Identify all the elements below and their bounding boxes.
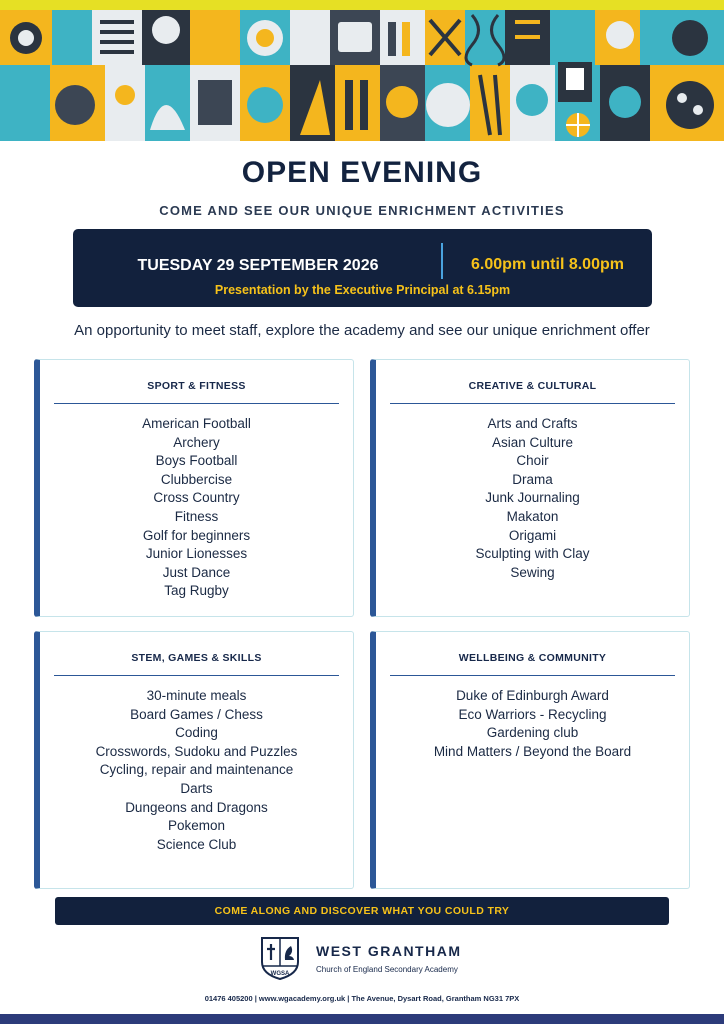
activity-list xyxy=(40,687,353,854)
svg-text:WGSA: WGSA xyxy=(270,971,290,977)
school-name: WEST GRANTHAM xyxy=(316,943,462,959)
top-accent-bar xyxy=(0,0,724,10)
activity-item: Cycling, repair and maintenance xyxy=(99,762,294,778)
category-card-wellbeing-community xyxy=(370,631,690,889)
bottom-accent-bar xyxy=(0,1014,724,1024)
activity-item: Sewing xyxy=(510,564,555,580)
presentation-note: Presentation by the Executive Principal at 6.15pm xyxy=(214,283,511,297)
event-time: 6.00pm until 8.00pm xyxy=(471,256,624,273)
activity-item: Boys Football xyxy=(155,453,238,469)
activity-item: Cross Country xyxy=(153,490,240,506)
activity-item: Duke of Edinburgh Award xyxy=(456,688,609,703)
activity-item: Eco Warriors - Recycling xyxy=(458,706,607,722)
activity-item: Choir xyxy=(516,453,549,469)
call-to-action-banner: COME ALONG AND DISCOVER WHAT YOU COULD TRY xyxy=(55,897,669,925)
category-card-stem-games-skills xyxy=(34,631,354,889)
category-title: WELLBEING & COMMUNITY xyxy=(458,652,607,664)
category-card-sport-fitness xyxy=(34,359,354,617)
activity-item: Clubbercise xyxy=(160,471,233,487)
activity-item: Junior Lionesses xyxy=(145,546,248,562)
school-crest-logo xyxy=(258,936,302,980)
activity-item: Science Club xyxy=(156,836,237,852)
page-title: OPEN EVENING xyxy=(241,156,483,189)
activity-list xyxy=(376,687,689,761)
category-card-creative-cultural xyxy=(370,359,690,617)
activity-item: Darts xyxy=(180,780,213,796)
activity-item: Fitness xyxy=(174,508,219,524)
activity-item: American Football xyxy=(142,416,251,431)
activity-item: Asian Culture xyxy=(491,434,574,450)
event-details-box xyxy=(73,229,652,307)
activity-item: Archery xyxy=(173,434,220,450)
category-divider xyxy=(54,403,339,404)
category-divider xyxy=(390,403,675,404)
activity-item: Gardening club xyxy=(486,725,579,741)
activity-item: Sculpting with Clay xyxy=(475,546,590,562)
activity-item: Tag Rugby xyxy=(164,583,229,599)
activity-item: Pokemon xyxy=(167,818,226,834)
activity-list xyxy=(376,415,689,582)
activity-item: Board Games / Chess xyxy=(130,706,263,722)
activity-item: Arts and Crafts xyxy=(487,416,578,431)
activity-item: Crosswords, Sudoku and Puzzles xyxy=(95,743,298,759)
activity-item: Mind Matters / Beyond the Board xyxy=(433,743,632,759)
category-divider xyxy=(54,675,339,676)
contact-details: 01476 405200 | www.wgacademy.org.uk | The Avenue, Dysart Road, Grantham NG31 7PX xyxy=(204,994,520,1003)
activity-item: Golf for beginners xyxy=(142,527,251,543)
activity-item: Junk Journaling xyxy=(485,490,580,506)
activity-item: 30-minute meals xyxy=(146,688,247,703)
activity-item: Makaton xyxy=(506,508,559,524)
page-subtitle: COME AND SEE OUR UNIQUE ENRICHMENT ACTIVITIES xyxy=(159,203,565,218)
activity-item: Origami xyxy=(508,527,557,543)
activity-item: Coding xyxy=(175,725,218,741)
category-title: STEM, GAMES & SKILLS xyxy=(131,652,262,664)
category-divider xyxy=(390,675,675,676)
activity-item: Drama xyxy=(512,471,553,487)
intro-text: An opportunity to meet staff, explore the academy and see our unique enrichment offer xyxy=(74,322,650,339)
header-illustration-banner xyxy=(0,10,724,141)
event-date: TUESDAY 29 SEPTEMBER 2026 xyxy=(137,257,379,274)
category-title: SPORT & FITNESS xyxy=(147,380,246,392)
activity-item: Dungeons and Dragons xyxy=(125,799,268,815)
category-title: CREATIVE & CULTURAL xyxy=(468,380,597,392)
activity-list xyxy=(40,415,353,601)
school-subtitle: Church of England Secondary Academy xyxy=(316,965,458,974)
enrichment-icons-illustration xyxy=(0,10,724,141)
activity-item: Just Dance xyxy=(162,564,231,580)
